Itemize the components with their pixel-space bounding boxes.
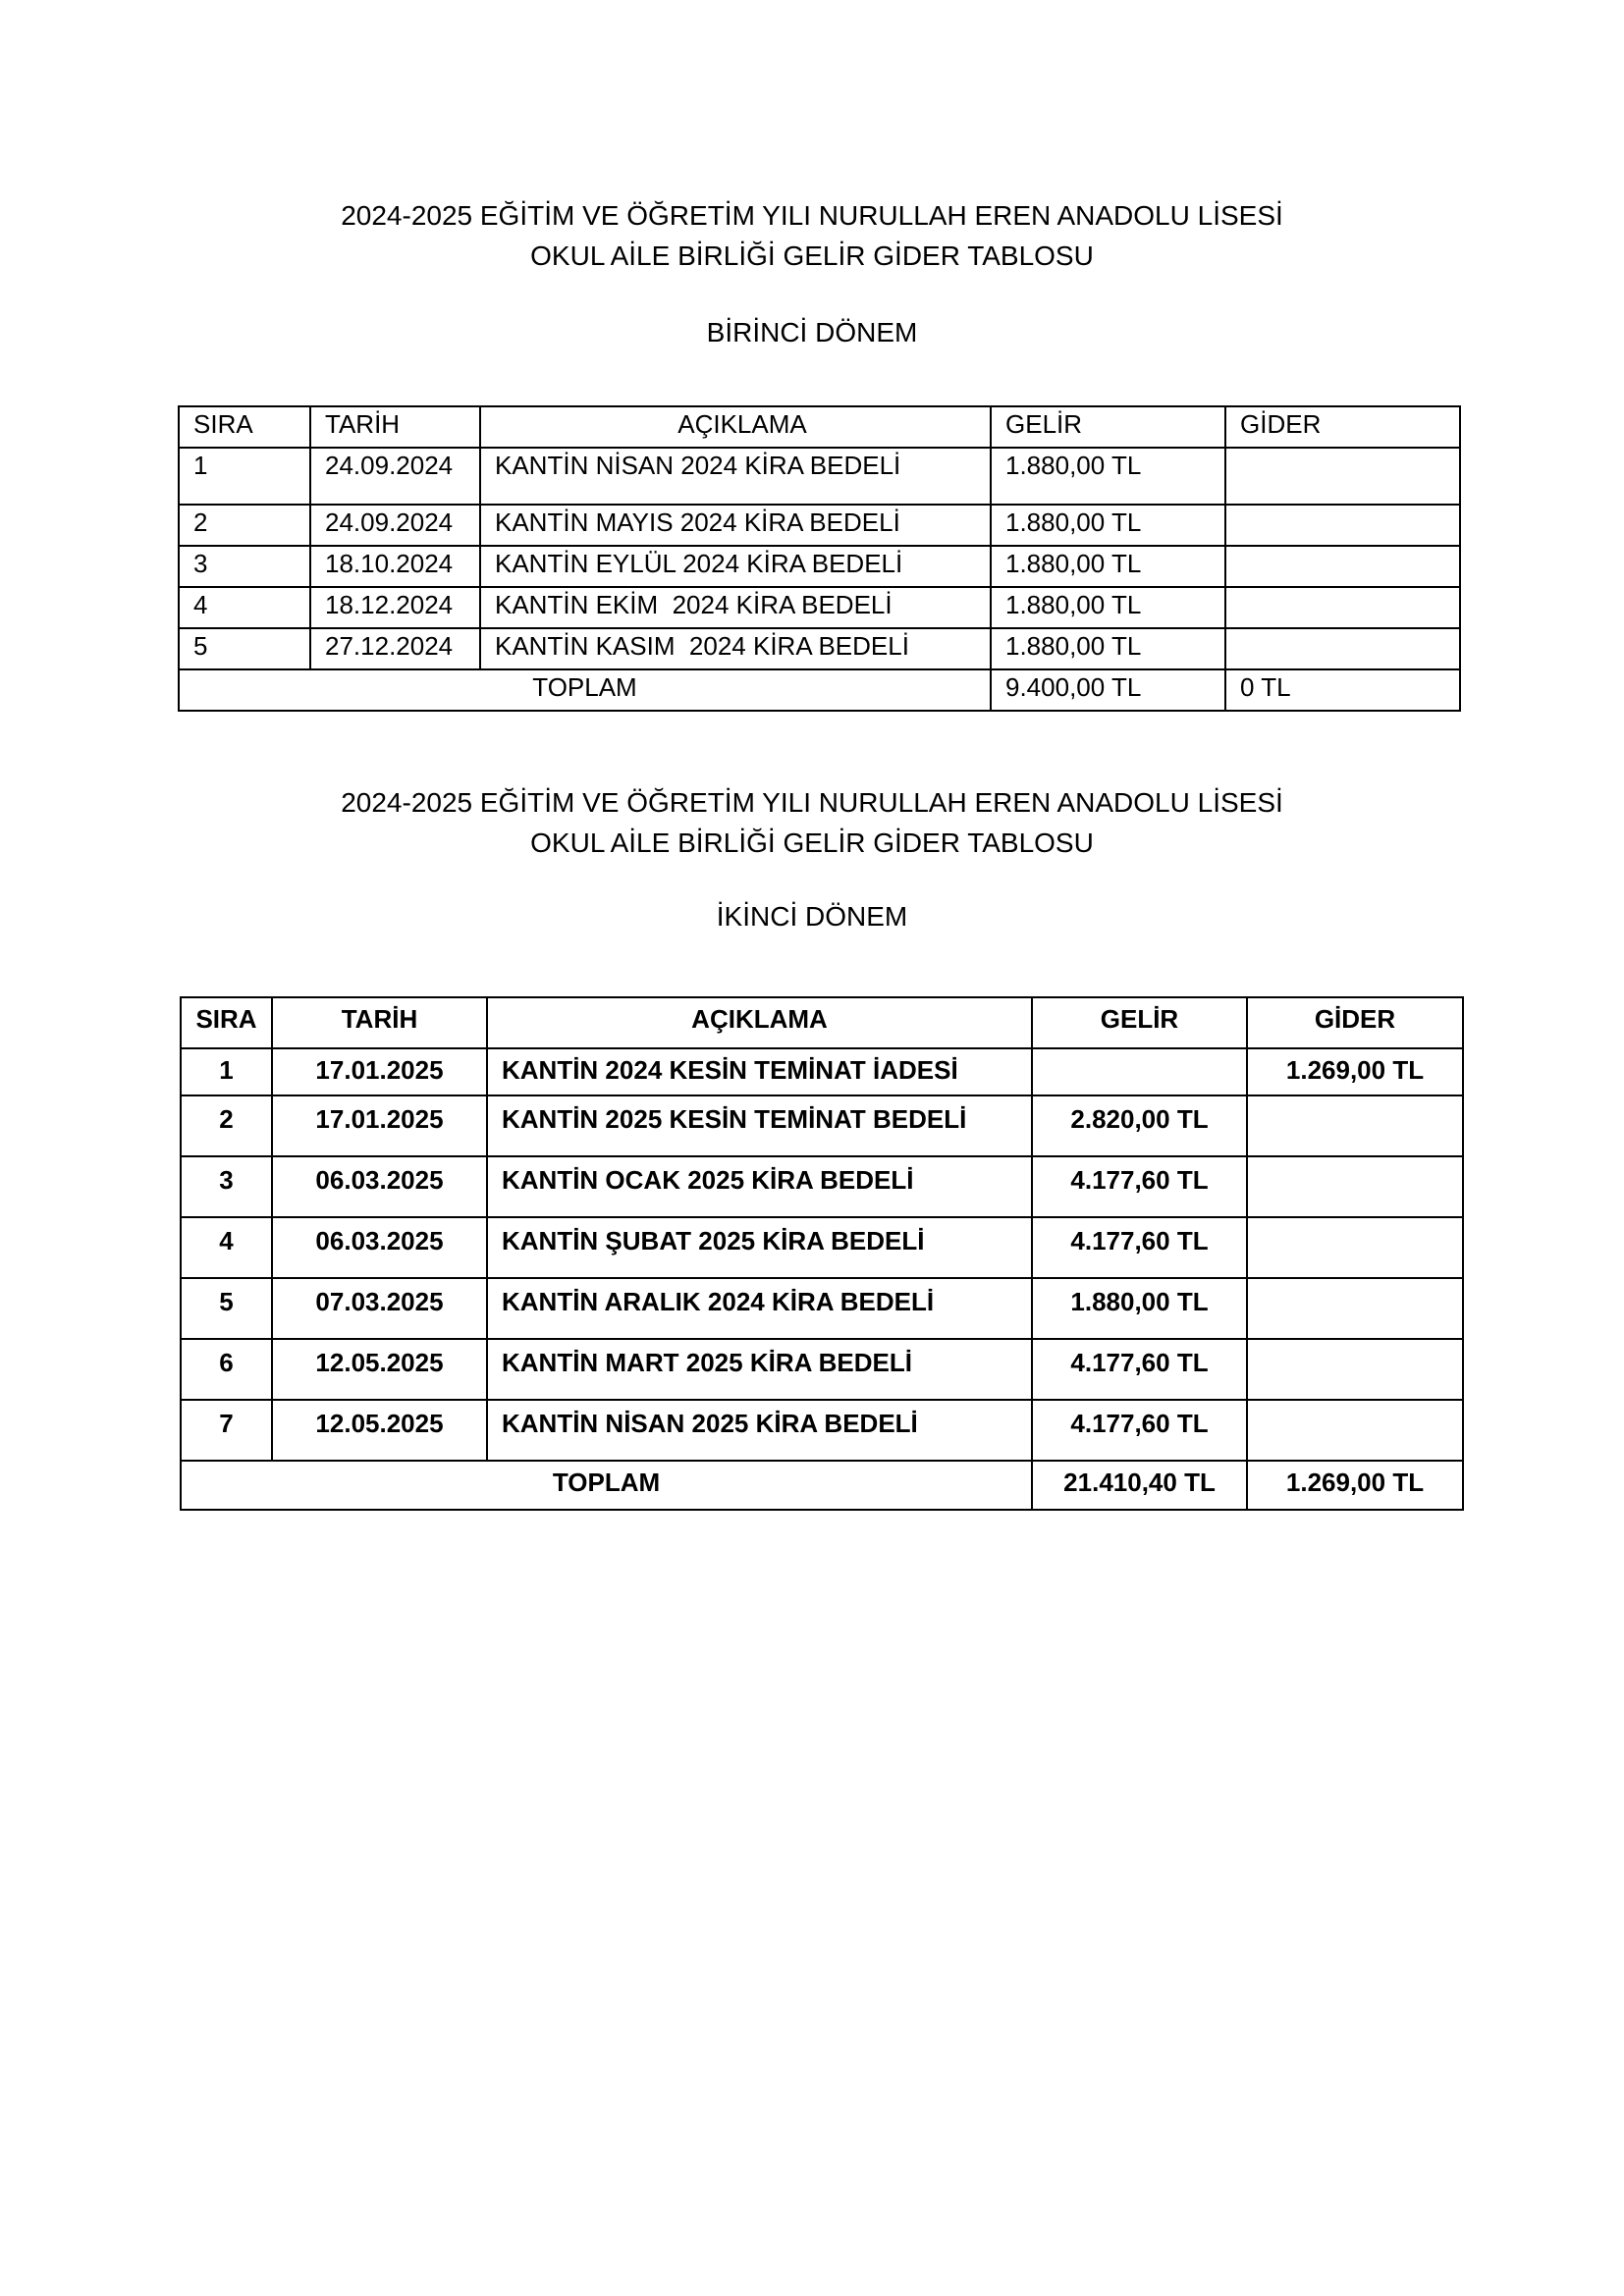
cell-sira: 2 [179,505,310,546]
cell-tarih: 24.09.2024 [310,505,480,546]
cell-tarih: 06.03.2025 [272,1156,487,1217]
cell-aciklama: KANTİN 2024 KESİN TEMİNAT İADESİ [487,1048,1032,1095]
cell-aciklama: KANTİN NİSAN 2024 KİRA BEDELİ [480,448,991,505]
cell-gelir: 1.880,00 TL [991,448,1225,505]
cell-sira: 7 [181,1400,272,1461]
table-row [181,1095,1463,1156]
table-row [181,1156,1463,1217]
cell-gelir: 2.820,00 TL [1032,1095,1247,1156]
cell-sira: 6 [181,1339,272,1400]
total-label: TOPLAM [181,1461,1032,1510]
cell-tarih: 18.10.2024 [310,546,480,587]
total-gelir: 9.400,00 TL [991,669,1225,711]
total-gider: 0 TL [1225,669,1460,711]
table-row [181,1278,1463,1339]
section1-title [0,195,1624,276]
table-row [179,546,1460,587]
cell-sira: 1 [179,448,310,505]
cell-gelir: 4.177,60 TL [1032,1217,1247,1278]
section2-title-line2: OKUL AİLE BİRLİĞİ GELİR GİDER TABLOSU [530,828,1094,858]
cell-gider [1225,587,1460,628]
header-gelir: GELİR [1032,997,1247,1048]
cell-gelir: 4.177,60 TL [1032,1400,1247,1461]
cell-tarih: 07.03.2025 [272,1278,487,1339]
table-row [181,1048,1463,1095]
cell-gelir: 1.880,00 TL [991,628,1225,669]
section2-table [180,996,1464,1511]
cell-gelir: 1.880,00 TL [991,587,1225,628]
cell-tarih: 06.03.2025 [272,1217,487,1278]
cell-tarih: 12.05.2025 [272,1339,487,1400]
section2-title [0,782,1624,863]
cell-sira: 4 [181,1217,272,1278]
table-row [179,587,1460,628]
cell-gider [1247,1217,1463,1278]
total-gelir: 21.410,40 TL [1032,1461,1247,1510]
section1-table [178,405,1461,712]
cell-aciklama: KANTİN OCAK 2025 KİRA BEDELİ [487,1156,1032,1217]
cell-aciklama: KANTİN ŞUBAT 2025 KİRA BEDELİ [487,1217,1032,1278]
cell-tarih: 24.09.2024 [310,448,480,505]
cell-gider [1247,1400,1463,1461]
cell-gider [1225,448,1460,505]
header-tarih: TARİH [272,997,487,1048]
cell-sira: 5 [179,628,310,669]
header-gider: GİDER [1225,406,1460,448]
section1-period: BİRİNCİ DÖNEM [706,317,918,347]
cell-aciklama: KANTİN KASIM 2024 KİRA BEDELİ [480,628,991,669]
cell-tarih: 18.12.2024 [310,587,480,628]
cell-tarih: 27.12.2024 [310,628,480,669]
header-sira: SIRA [181,997,272,1048]
header-gider: GİDER [1247,997,1463,1048]
table-row [179,505,1460,546]
cell-tarih: 12.05.2025 [272,1400,487,1461]
cell-gelir: 1.880,00 TL [991,546,1225,587]
header-tarih: TARİH [310,406,480,448]
cell-aciklama: KANTİN NİSAN 2025 KİRA BEDELİ [487,1400,1032,1461]
table-row [181,1217,1463,1278]
header-aciklama: AÇIKLAMA [480,406,991,448]
cell-gider [1225,628,1460,669]
section2-period: İKİNCİ DÖNEM [716,901,908,932]
cell-gelir: 1.880,00 TL [991,505,1225,546]
cell-sira: 2 [181,1095,272,1156]
total-label: TOPLAM [179,669,991,711]
cell-aciklama: KANTİN 2025 KESİN TEMİNAT BEDELİ [487,1095,1032,1156]
section2-title-line1: 2024-2025 EĞİTİM VE ÖĞRETİM YILI NURULLAH EREN ANADOLU LİSESİ [341,787,1283,818]
section1-title-line2: OKUL AİLE BİRLİĞİ GELİR GİDER TABLOSU [530,240,1094,271]
table-header-row [179,406,1460,448]
cell-gider [1247,1278,1463,1339]
cell-gider [1225,546,1460,587]
cell-aciklama: KANTİN EYLÜL 2024 KİRA BEDELİ [480,546,991,587]
cell-tarih: 17.01.2025 [272,1048,487,1095]
cell-gelir: 4.177,60 TL [1032,1156,1247,1217]
cell-aciklama: KANTİN ARALIK 2024 KİRA BEDELİ [487,1278,1032,1339]
table-row [181,1339,1463,1400]
cell-sira: 3 [179,546,310,587]
table-total-row [181,1461,1463,1510]
cell-sira: 4 [179,587,310,628]
cell-gelir [1032,1048,1247,1095]
table-header-row [181,997,1463,1048]
cell-sira: 3 [181,1156,272,1217]
table-row [179,448,1460,505]
cell-gelir: 4.177,60 TL [1032,1339,1247,1400]
total-gider: 1.269,00 TL [1247,1461,1463,1510]
cell-gider: 1.269,00 TL [1247,1048,1463,1095]
cell-gider [1225,505,1460,546]
table-total-row [179,669,1460,711]
section1-title-line1: 2024-2025 EĞİTİM VE ÖĞRETİM YILI NURULLAH EREN ANADOLU LİSESİ [341,200,1283,231]
cell-aciklama: KANTİN MAYIS 2024 KİRA BEDELİ [480,505,991,546]
cell-gelir: 1.880,00 TL [1032,1278,1247,1339]
cell-aciklama: KANTİN MART 2025 KİRA BEDELİ [487,1339,1032,1400]
cell-gider [1247,1095,1463,1156]
cell-sira: 5 [181,1278,272,1339]
table-row [181,1400,1463,1461]
cell-sira: 1 [181,1048,272,1095]
cell-gider [1247,1156,1463,1217]
header-sira: SIRA [179,406,310,448]
header-gelir: GELİR [991,406,1225,448]
header-aciklama: AÇIKLAMA [487,997,1032,1048]
cell-gider [1247,1339,1463,1400]
cell-aciklama: KANTİN EKİM 2024 KİRA BEDELİ [480,587,991,628]
cell-tarih: 17.01.2025 [272,1095,487,1156]
table-row [179,628,1460,669]
